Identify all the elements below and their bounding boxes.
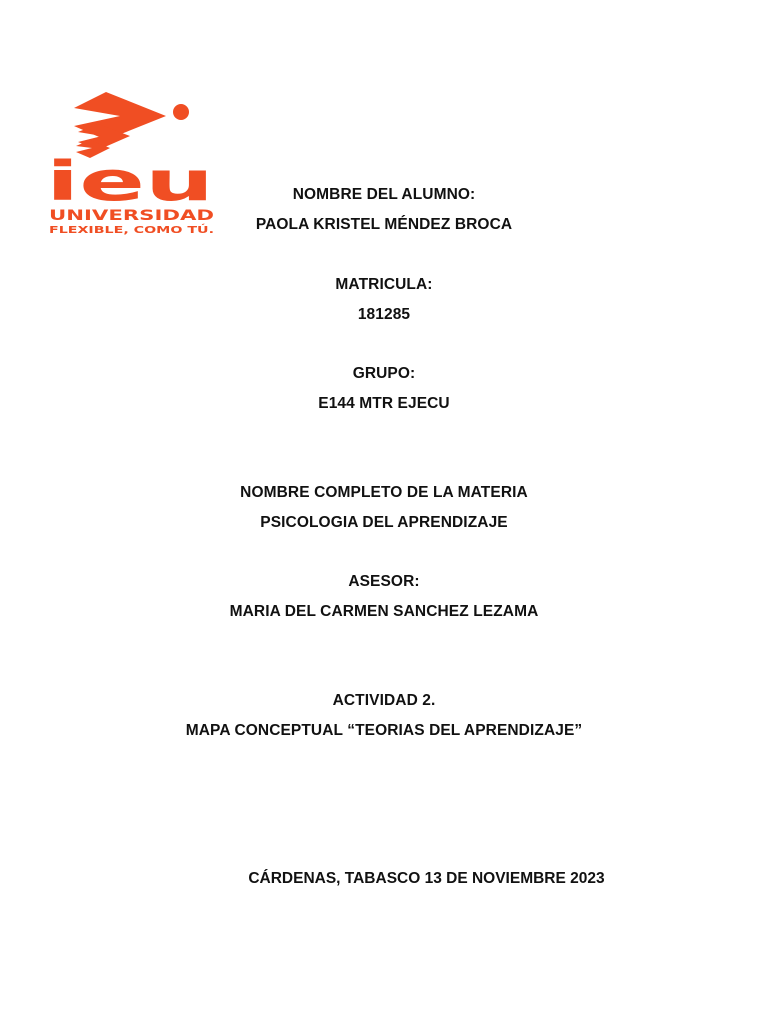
advisor-name: MARIA DEL CARMEN SANCHEZ LEZAMA [229,603,539,620]
group-label: GRUPO: [352,365,416,382]
subject-label: NOMBRE COMPLETO DE LA MATERIA [240,484,528,501]
group-value: E144 MTR EJECU [318,395,450,412]
id-value: 181285 [357,306,411,323]
logo-line-2: FLEXIBLE, COMO TÚ. [49,225,166,236]
activity-label: ACTIVIDAD 2. [332,692,436,709]
activity-title: MAPA CONCEPTUAL “TEORIAS DEL APRENDIZAJE” [185,722,583,739]
student-name: PAOLA KRISTEL MÉNDEZ BROCA [255,216,513,233]
subject-value: PSICOLOGIA DEL APRENDIZAJE [260,514,508,531]
ieu-logo-chevrons-icon [74,92,189,158]
logo-wordmark: ieu [46,150,214,213]
place-and-date: CÁRDENAS, TABASCO 13 DE NOVIEMBRE 2023 [248,870,605,887]
student-label: NOMBRE DEL ALUMNO: [292,186,476,203]
id-label: MATRICULA: [335,276,433,293]
advisor-label: ASESOR: [348,573,420,590]
logo-line-1: UNIVERSIDAD [49,208,214,224]
